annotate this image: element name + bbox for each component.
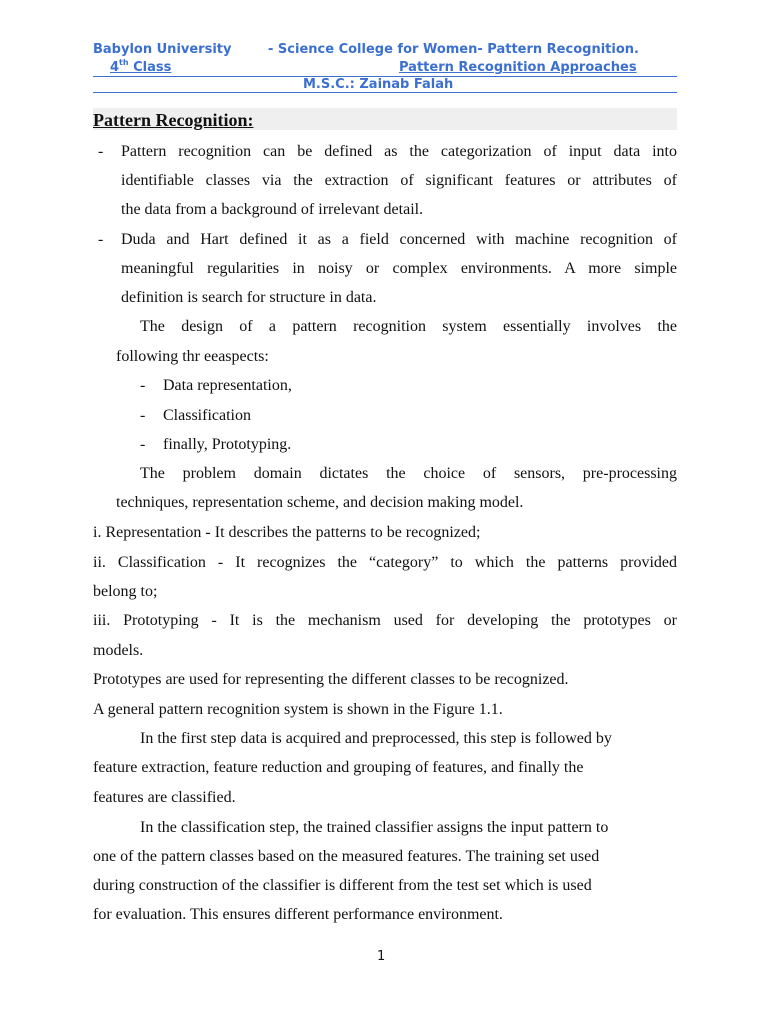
item-prototyping: iii. Prototyping - It is the mechanism used for developing the prototypes or <box>93 612 677 629</box>
problem-para-line-2: techniques, representation scheme, and decision making model. <box>116 494 524 511</box>
class-para-line-4: for evaluation. This ensures different performance environment. <box>93 906 503 923</box>
step-para-line-2: feature extraction, feature reduction and grouping of features, and finally the <box>93 759 584 776</box>
college-course: - Science College for Women- Pattern Recognition. <box>268 42 639 57</box>
bullet-dash: - <box>98 143 104 160</box>
university-name: Babylon University <box>93 42 232 57</box>
aspect-item: finally, Prototyping. <box>163 436 292 453</box>
item-representation: i. Representation - It describes the patterns to be recognized; <box>93 524 481 541</box>
problem-para-line-1: The problem domain dictates the choice of sensors, pre-processing <box>140 465 677 482</box>
step-para-line-1: In the first step data is acquired and preprocessed, this step is followed by <box>140 730 612 747</box>
design-para-line-2: following thr eeaspects: <box>116 348 269 365</box>
author-label: M.S.C.: Zainab Falah <box>303 77 454 92</box>
header-line-3 <box>93 76 677 93</box>
aspect-item: Data representation, <box>163 377 292 394</box>
class-para-line-3: during construction of the classifier is different from the test set which is used <box>93 877 592 894</box>
aspect-dash: - <box>140 377 146 394</box>
bullet-2-line-1: Duda and Hart defined it as a field concerned with machine recognition of <box>121 231 677 248</box>
step-para-line-3: features are classified. <box>93 789 236 806</box>
header-line-1 <box>93 41 677 58</box>
class-para-line-2: one of the pattern classes based on the measured features. The training set used <box>93 848 600 865</box>
bullet-1-line-3: the data from a background of irrelevant detail. <box>121 201 424 218</box>
item-classification: ii. Classification - It recognizes the “category” to which the patterns provided <box>93 554 677 571</box>
class-para-line-1: In the classification step, the trained classifier assigns the input pattern to <box>140 819 609 836</box>
item-classification-cont: belong to; <box>93 583 158 600</box>
design-para-line-1: The design of a pattern recognition system essentially involves the <box>140 318 677 335</box>
bullet-1-line-2: identifiable classes via the extraction of significant features or attributes of <box>121 172 677 189</box>
header-line-2 <box>93 59 677 77</box>
figure-reference: A general pattern recognition system is shown in the Figure 1.1. <box>93 701 503 718</box>
item-prototyping-cont: models. <box>93 642 144 659</box>
page-number: 1 <box>377 949 386 964</box>
bullet-dash: - <box>98 231 104 248</box>
aspect-item: Classification <box>163 407 251 424</box>
topic-label: Pattern Recognition Approaches <box>399 60 637 75</box>
class-label: 4th Class <box>110 58 172 75</box>
page-title: Pattern Recognition: <box>93 110 254 130</box>
title-bar <box>93 108 677 130</box>
aspect-dash: - <box>140 436 146 453</box>
bullet-2-line-3: definition is search for structure in data. <box>121 289 377 306</box>
prototypes-sentence: Prototypes are used for representing the different classes to be recognized. <box>93 671 569 688</box>
bullet-2-line-2: meaningful regularities in noisy or complex environments. A more simple <box>121 260 677 277</box>
aspect-dash: - <box>140 407 146 424</box>
bullet-1-line-1: Pattern recognition can be defined as the categorization of input data into <box>121 143 677 160</box>
